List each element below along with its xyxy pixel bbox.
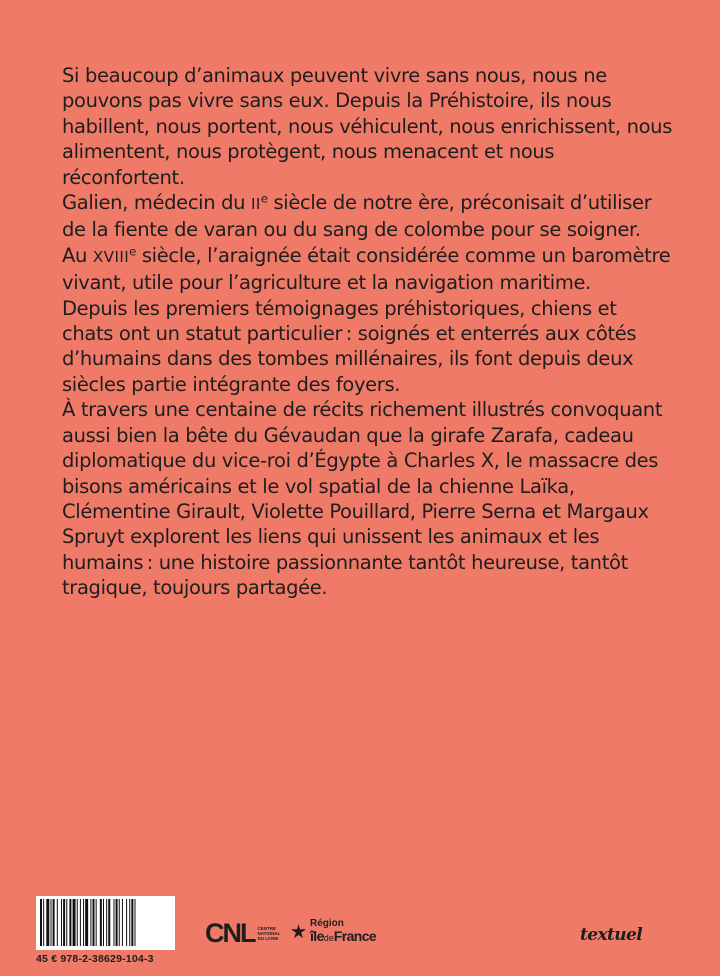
region-name: îledeFrance xyxy=(310,928,377,944)
publisher-logo: textuel xyxy=(580,925,643,945)
blurb-paragraph-5: À travers une centaine de récits richement illustrés convoquant aussi bien la bête du Gévaudan que la girafe Zarafa, cadeau diplomatique du vice-roi d’Égypte à Charles X, le massacre des bisons américains et le vol spatial de la chienne Laïka, Clémentine Girault, Violette Pouillard, Pierre Serna et Margaux Spruyt explorent les liens qui unissent les animaux et les humains : une histoire passionnante tantôt heureuse, tantôt tragique, toujours partagée. xyxy=(62,398,663,600)
barcode-bar xyxy=(135,899,136,946)
barcode-bar xyxy=(73,899,76,946)
barcode-bar xyxy=(108,899,110,946)
barcode-bars xyxy=(40,899,171,946)
barcode-bar xyxy=(63,899,65,946)
barcode-bar xyxy=(96,899,97,946)
barcode-bar xyxy=(103,899,104,946)
barcode xyxy=(36,896,175,964)
barcode-bar xyxy=(57,899,58,946)
blurb-paragraph-2: Galien, médecin du IIe siècle de notre ère, préconisait d’utiliser de la fiente de varan ou du sang de colombe pour se soigner. xyxy=(62,191,652,242)
price-isbn: 45 € 978-2-38629-104-3 xyxy=(36,953,154,965)
barcode-bar xyxy=(131,899,133,946)
region-idf-logo xyxy=(291,919,376,943)
barcode-bar xyxy=(106,899,107,946)
region-label: Région xyxy=(310,918,344,929)
barcode-bar xyxy=(61,899,62,946)
blurb-paragraph-3: Au XVIIIe siècle, l’araignée était considérée comme un baromètre vivant, utile pour l’agriculture et la navigation maritime. xyxy=(62,243,671,295)
barcode-bar xyxy=(122,899,123,946)
barcode-bar xyxy=(80,899,81,946)
barcode-bar xyxy=(90,899,91,946)
barcode-bar xyxy=(114,899,115,946)
back-cover-blurb xyxy=(62,63,672,601)
blurb-paragraph-1: Si beaucoup d’animaux peuvent vivre sans nous, nous ne pouvons pas vivre sans eux. Depuis la Préhistoire, ils nous habillent, nous portent, nous véhiculent, nous enrichissent, nous alimentent, nous protègent, nous menacent et nous réconfortent. xyxy=(62,64,673,189)
barcode-bar xyxy=(40,899,42,946)
barcode-bar xyxy=(85,899,88,946)
barcode-bar xyxy=(83,899,84,946)
blurb-paragraph-4: Depuis les premiers témoignages préhistoriques, chiens et chats ont un statut particulier : soignés et enterrés aux côtés d’humains dans des tombes millénaires, ils font depuis deux siècles partie intégrante des foyers. xyxy=(62,296,637,396)
barcode-bar xyxy=(66,899,67,946)
barcode-bar xyxy=(100,899,102,946)
barcode-bar xyxy=(51,899,52,946)
barcode-bar xyxy=(116,899,118,946)
barcode-box xyxy=(36,896,175,950)
cnl-subtitle: CENTRE NATIONAL DU LIVRE xyxy=(257,925,281,941)
star-icon xyxy=(291,924,306,939)
cnl-mark: CNL xyxy=(205,917,255,948)
barcode-bar xyxy=(129,899,130,946)
cnl-logo xyxy=(205,916,286,950)
barcode-bar xyxy=(119,899,120,946)
barcode-bar xyxy=(43,899,44,946)
barcode-bar xyxy=(53,899,55,946)
barcode-bar xyxy=(46,899,49,946)
barcode-bar xyxy=(69,899,71,946)
barcode-bar xyxy=(126,899,127,946)
barcode-bar xyxy=(93,899,95,946)
barcode-bar xyxy=(77,899,78,946)
